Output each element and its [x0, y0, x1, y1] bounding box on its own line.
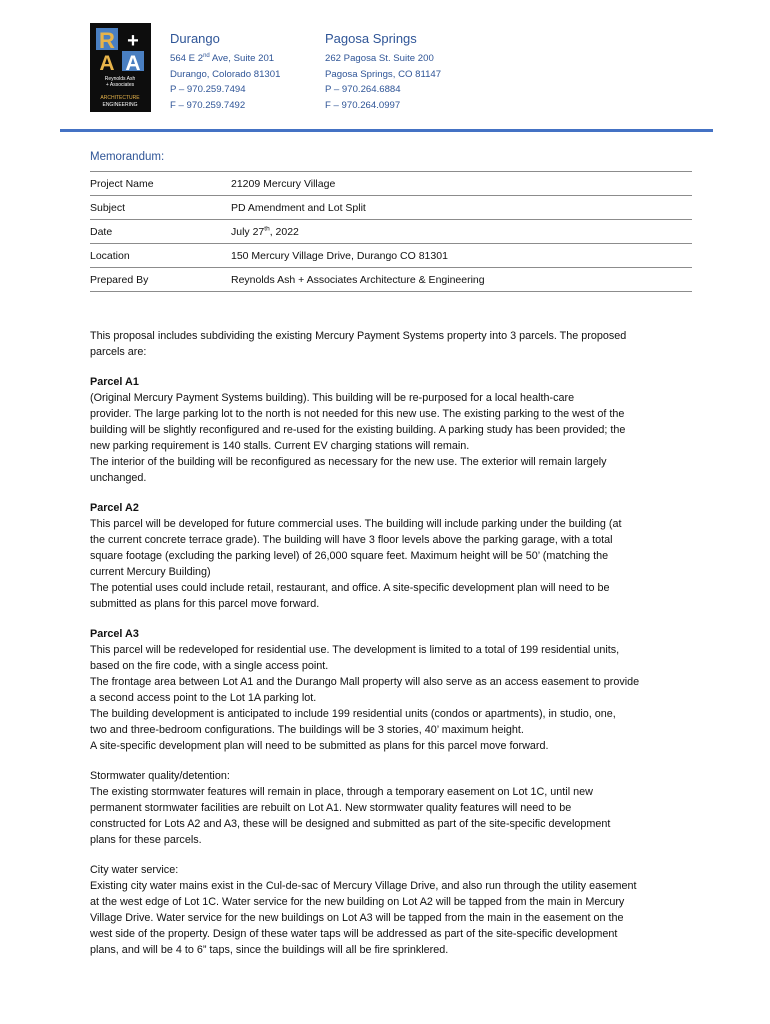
text-line: Existing city water mains exist in the Cul-de-sac of Mercury Village Drive, and also run through the utility easement: [90, 880, 637, 892]
header-divider: [60, 129, 713, 132]
text-line: parcels are:: [90, 346, 147, 358]
text-line: a second access point to the Lot 1A parking lot.: [90, 692, 317, 704]
office-durango: [170, 30, 280, 113]
memo-title: Memorandum:: [90, 151, 165, 163]
memo-body: [90, 328, 690, 972]
svg-text:ENGINEERING: ENGINEERING: [102, 102, 138, 108]
svg-text:Reynolds Ash: Reynolds Ash: [104, 76, 136, 82]
text-line: plans, and will be 4 to 6” taps, since the buildings will all be fire sprinklered.: [90, 944, 449, 956]
memo-value: 150 Mercury Village Drive, Durango CO 81301: [231, 244, 692, 268]
office-street: 262 Pagosa St. Suite 200: [325, 53, 434, 64]
memo-row: [90, 244, 692, 268]
svg-text:+: +: [127, 30, 139, 52]
text-line: provider. The large parking lot to the north is not needed for this new use. The existing parking to the west of the: [90, 408, 625, 420]
section-heading: City water service:: [90, 864, 179, 876]
svg-text:R: R: [99, 28, 115, 53]
section-heading: Stormwater quality/detention:: [90, 770, 230, 782]
company-logo: [90, 23, 151, 112]
memo-value: Reynolds Ash + Associates Architecture & Engineering: [231, 268, 692, 292]
text-line: The potential uses could include retail, restaurant, and office. A site-specific development plan will need to be: [90, 582, 610, 594]
section-heading: Parcel A1: [90, 376, 139, 388]
office-street: [170, 51, 280, 67]
office-fax: F – 970.264.0997: [325, 99, 401, 111]
text-line: The interior of the building will be reconfigured as necessary for the new use. The exterior will remain largely: [90, 456, 607, 468]
memo-label: Date: [90, 220, 231, 244]
memo-value: 21209 Mercury Village: [231, 172, 692, 196]
text-line: This parcel will be redeveloped for residential use. The development is limited to a total of 199 residential units,: [90, 644, 620, 656]
svg-text:+ Associates: + Associates: [105, 82, 135, 88]
office-fax: F – 970.259.7492: [170, 99, 246, 111]
text-line: the current concrete terrace grade). The building will have 3 floor levels above the parking garage, with a total: [90, 534, 613, 546]
office-city: Durango: [170, 31, 220, 46]
logo-mark-icon: [90, 23, 151, 112]
street-number: 564 E 2: [170, 53, 204, 64]
section-heading: Parcel A2: [90, 502, 139, 514]
text-line: plans for these parcels.: [90, 834, 202, 846]
office-citystate: Durango, Colorado 81301: [170, 68, 281, 80]
svg-text:ARCHITECTURE: ARCHITECTURE: [100, 95, 140, 101]
text-line: new parking requirement is 140 stalls. Current EV charging stations will remain.: [90, 440, 470, 452]
text-line: (Original Mercury Payment Systems building). This building will be re-purposed for a local health-care: [90, 392, 575, 404]
date-year: , 2022: [269, 225, 299, 238]
text-line: A site-specific development plan will need to be submitted as plans for this parcel move forward.: [90, 740, 549, 752]
text-line: Village Drive. Water service for the new buildings on Lot A3 will be tapped from the main in the easement on the: [90, 912, 624, 924]
text-line: west side of the property. Design of these water taps will be addressed as part of the site-specific development: [90, 928, 618, 940]
text-line: unchanged.: [90, 472, 147, 484]
memo-row: [90, 172, 692, 196]
text-line: constructed for Lots A2 and A3, these will be designed and submitted as part of the site-specific development: [90, 818, 611, 830]
text-line: two and three-bedroom configurations. The buildings will be 3 stories, 40’ maximum height.: [90, 724, 524, 736]
memo-value: PD Amendment and Lot Split: [231, 196, 692, 220]
memo-label: Location: [90, 244, 231, 268]
section-water-service: [90, 862, 690, 958]
text-line: based on the fire code, with a single access point.: [90, 660, 329, 672]
text-line: permanent stormwater facilities are rebuilt on Lot A1. New stormwater quality features will need to be: [90, 802, 572, 814]
date-ordinal: th: [264, 225, 270, 232]
memo-row: [90, 268, 692, 292]
svg-text:A: A: [99, 52, 115, 75]
memo-label: Project Name: [90, 172, 231, 196]
section-heading: Parcel A3: [90, 628, 139, 640]
office-city: Pagosa Springs: [325, 31, 417, 46]
street-rest: Ave, Suite 201: [209, 53, 275, 64]
memo-row: [90, 196, 692, 220]
section-stormwater: [90, 768, 690, 848]
intro-paragraph: [90, 328, 690, 360]
text-line: at the west edge of Lot 1C. Water service for the new building on Lot A2 will be tapped from the main in Mercury: [90, 896, 625, 908]
text-line: This proposal includes subdividing the existing Mercury Payment Systems property into 3 parcels. The proposed: [90, 330, 627, 342]
memo-label: Subject: [90, 196, 231, 220]
text-line: current Mercury Building): [90, 566, 211, 578]
text-line: building will be slightly reconfigured and re-used for the existing building. A parking study has been provided; the: [90, 424, 626, 436]
text-line: submitted as plans for this parcel move forward.: [90, 598, 320, 610]
section-parcel-a2: [90, 500, 690, 612]
text-line: The frontage area between Lot A1 and the Durango Mall property will also serve as an access easement to provide: [90, 676, 640, 688]
office-citystate: Pagosa Springs, CO 81147: [325, 68, 442, 80]
memo-table: [90, 171, 692, 292]
text-line: square footage (excluding the parking level) of 26,000 square feet. Maximum height will be 50’ (matching the: [90, 550, 609, 562]
section-parcel-a3: [90, 626, 690, 754]
street-ordinal: nd: [203, 52, 210, 59]
svg-text:A: A: [125, 52, 141, 75]
text-line: This parcel will be developed for future commercial uses. The building will include parking under the building (at: [90, 518, 622, 530]
office-phone: P – 970.259.7494: [170, 84, 246, 95]
office-pagosa: [325, 30, 441, 113]
memo-label: Prepared By: [90, 268, 231, 292]
memo-row: [90, 220, 692, 244]
section-parcel-a1: [90, 374, 690, 486]
text-line: The building development is anticipated to include 199 residential units (condos or apartments), in studio, one,: [90, 708, 616, 720]
office-phone: P – 970.264.6884: [325, 84, 401, 95]
date-main: July 27: [231, 225, 265, 238]
memo-value: [231, 220, 692, 244]
text-line: The existing stormwater features will remain in place, through a temporary easement on Lot 1C, until new: [90, 786, 593, 798]
